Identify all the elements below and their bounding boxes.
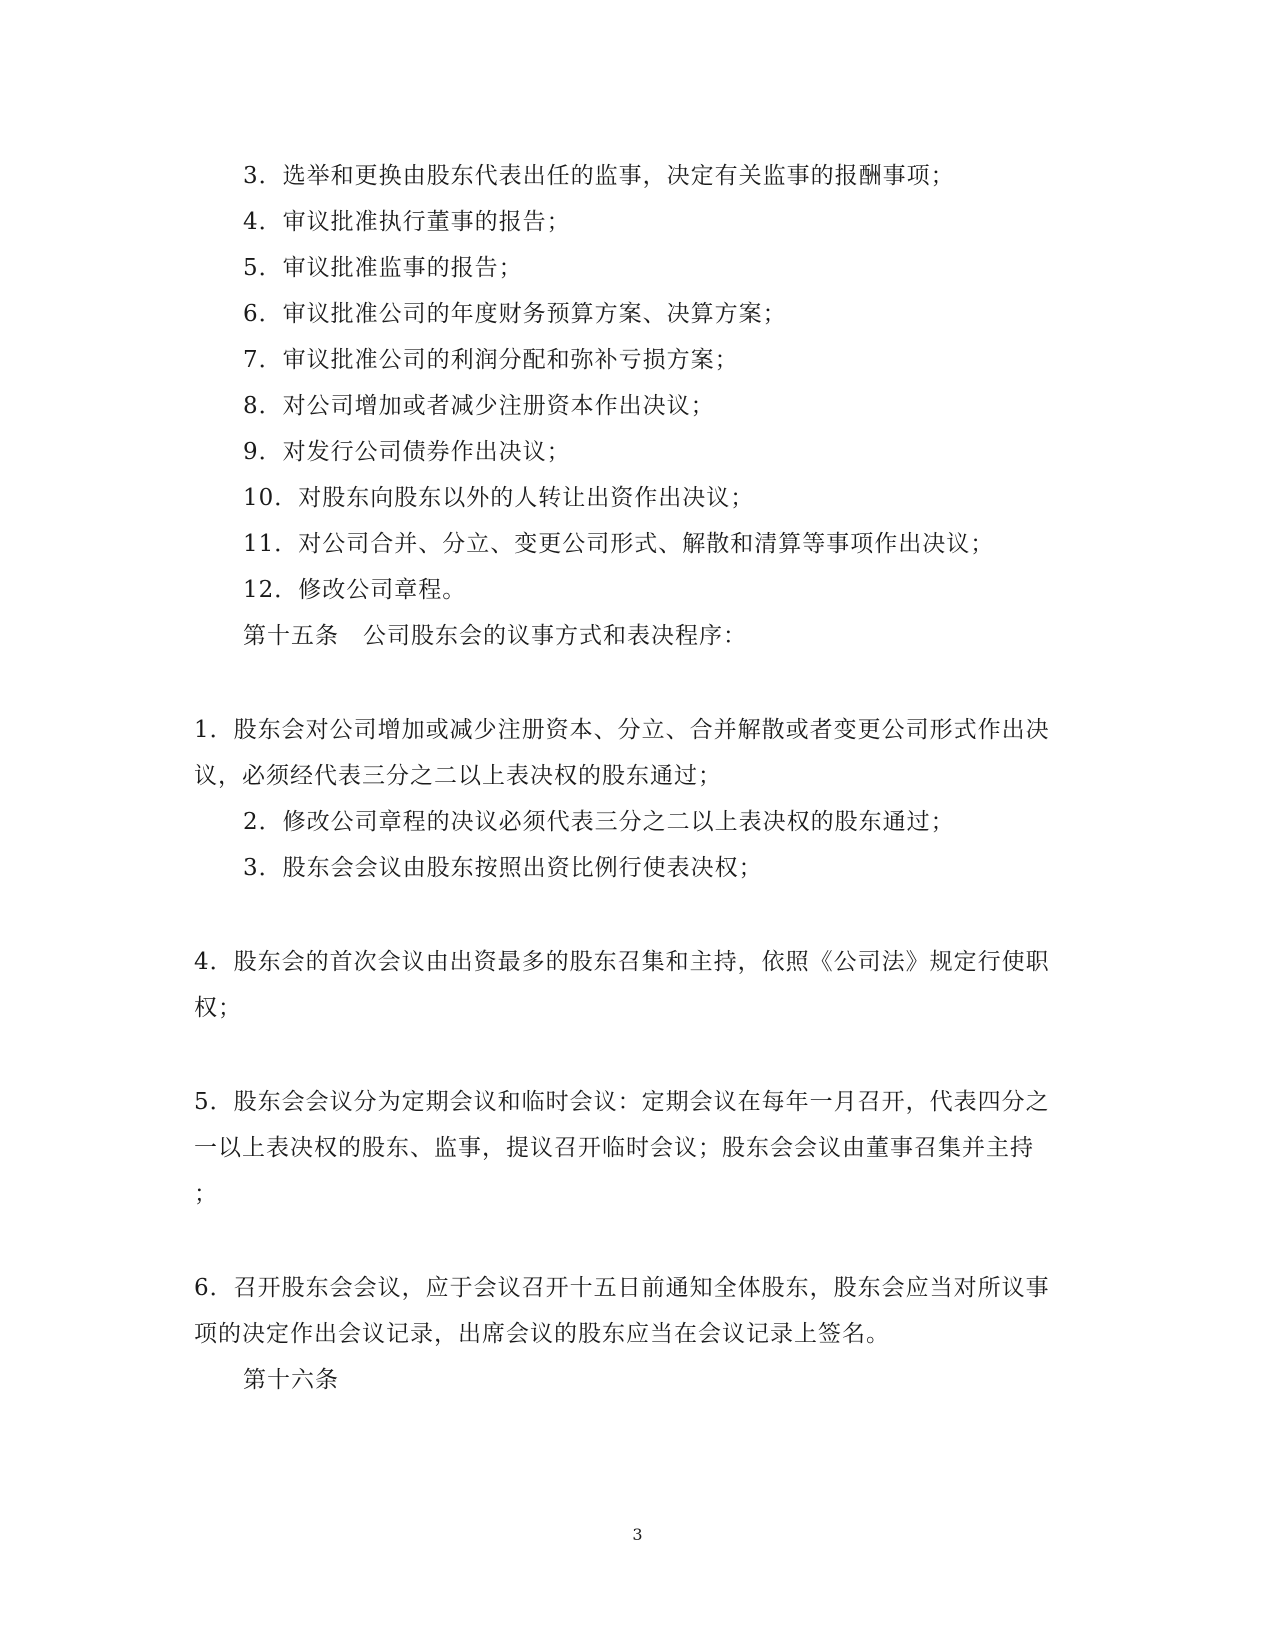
list-item: 4．审议批准执行董事的报告； — [243, 209, 571, 235]
paragraph-line: ； — [194, 1181, 218, 1207]
paragraph-line: 一以上表决权的股东、监事，提议召开临时会议；股东会会议由董事召集并主持 — [194, 1135, 1034, 1161]
article-heading: 第十六条 — [243, 1367, 339, 1393]
list-item: 3．选举和更换由股东代表出任的监事，决定有关监事的报酬事项； — [243, 163, 955, 189]
list-item: 2．修改公司章程的决议必须代表三分之二以上表决权的股东通过； — [243, 809, 955, 835]
paragraph-line: 6．召开股东会会议，应于会议召开十五日前通知全体股东，股东会应当对所议事 — [194, 1275, 1050, 1301]
list-item: 9．对发行公司债券作出决议； — [243, 439, 571, 465]
list-item: 7．审议批准公司的利润分配和弥补亏损方案； — [243, 347, 739, 373]
list-item: 10．对股东向股东以外的人转让出资作出决议； — [243, 485, 755, 511]
list-item: 8．对公司增加或者减少注册资本作出决议； — [243, 393, 715, 419]
paragraph-line: 1．股东会对公司增加或减少注册资本、分立、合并解散或者变更公司形式作出决 — [194, 717, 1050, 743]
paragraph-line: 项的决定作出会议记录，出席会议的股东应当在会议记录上签名。 — [194, 1321, 890, 1347]
list-item: 6．审议批准公司的年度财务预算方案、决算方案； — [243, 301, 787, 327]
article-heading: 第十五条 公司股东会的议事方式和表决程序： — [243, 623, 747, 649]
paragraph-line: 议，必须经代表三分之二以上表决权的股东通过； — [194, 763, 722, 789]
list-item: 3．股东会会议由股东按照出资比例行使表决权； — [243, 855, 763, 881]
paragraph-line: 4．股东会的首次会议由出资最多的股东召集和主持，依照《公司法》规定行使职 — [194, 949, 1050, 975]
page-number: 3 — [632, 1525, 643, 1544]
paragraph-line: 5．股东会会议分为定期会议和临时会议：定期会议在每年一月召开，代表四分之 — [194, 1089, 1050, 1115]
list-item: 11．对公司合并、分立、变更公司形式、解散和清算等事项作出决议； — [243, 531, 995, 557]
list-item: 12．修改公司章程。 — [243, 577, 467, 603]
list-item: 5．审议批准监事的报告； — [243, 255, 523, 281]
paragraph-line: 权； — [194, 995, 242, 1021]
